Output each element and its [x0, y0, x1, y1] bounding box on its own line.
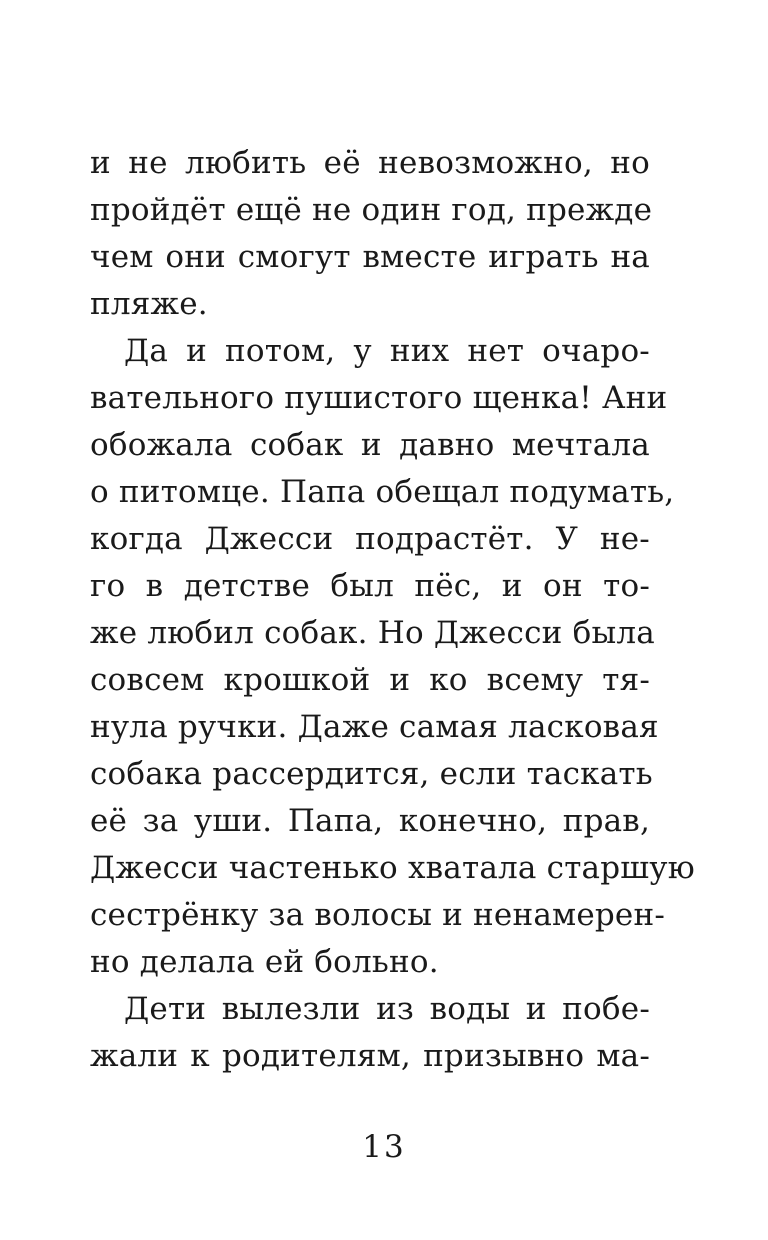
text-line: же любил собак. Но Джесси была — [90, 615, 655, 651]
text-line: её за уши. Папа, конечно, прав, — [90, 803, 650, 839]
paragraph-first-line: Да и потом, у них нет очаро- — [124, 333, 650, 369]
paragraph-first-line: Дети вылезли из воды и побе- — [124, 991, 650, 1027]
text-line: нула ручки. Даже самая ласковая — [90, 709, 659, 745]
text-line: пройдёт ещё не один год, прежде — [90, 192, 653, 228]
text-line: го в детстве был пёс, и он то- — [90, 568, 650, 604]
page-number: 13 — [362, 1129, 406, 1165]
text-line: Джесси частенько хватала старшую — [90, 850, 695, 886]
text-line: собака рассердится, если таскать — [90, 756, 653, 792]
text-line: когда Джесси подрастёт. У не- — [90, 521, 650, 557]
text-line: совсем крошкой и ко всему тя- — [90, 662, 650, 698]
text-line: о питомце. Папа обещал подумать, — [90, 474, 675, 510]
page-body-text — [90, 140, 695, 1080]
text-line: но делала ей больно. — [90, 944, 439, 980]
text-line: сестрёнку за волосы и ненамерен- — [90, 897, 665, 933]
text-line: обожала собак и давно мечтала — [90, 427, 650, 463]
text-line: чем они смогут вместе играть на — [90, 239, 650, 275]
text-line: и не любить её невозможно, но — [90, 145, 650, 181]
text-line: пляже. — [90, 286, 208, 322]
text-line: вательного пушистого щенка! Ани — [90, 380, 668, 416]
text-line: жали к родителям, призывно ма- — [90, 1038, 650, 1074]
